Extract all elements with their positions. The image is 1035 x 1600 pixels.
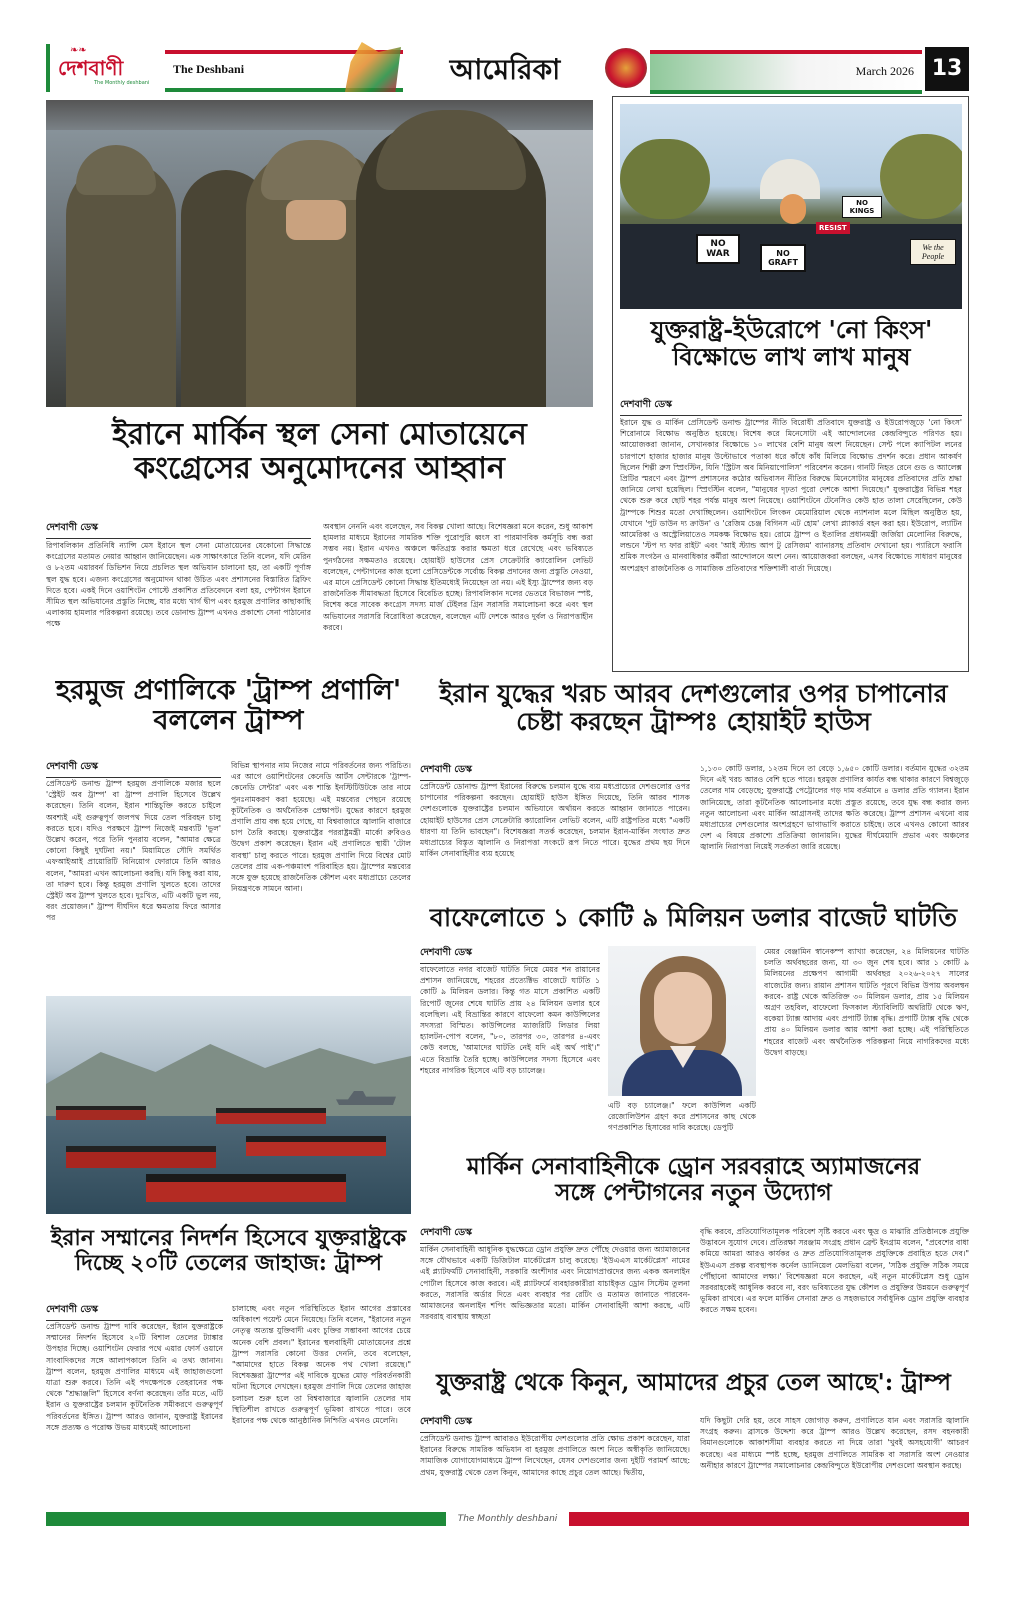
- nokings-body: ইরানে যুদ্ধ ও মার্কিন প্রেসিডেন্ট ডনাল্ড ট্রাম্পের নীতি বিরোধী প্রতিবাদে যুক্তরাষ্ট্র ও ইউরোপজুড়ে 'নো কিংস' শিরোনামে বিক্ষোভ অনুষ্ঠিত হয়েছে। বিশেষ করে মিনেসোটা এই আন্দোলনের কেন্দ্রবিন্দুতে পরিণত হয়। আয়োজকরা জানান, সেখানকার বিক্ষোভে ১০ লাখের বেশি মানুষ অংশ নিয়েছেন। সেন্ট পলে ক্যাপিটল লনের চারপাশে হাজার হাজার মানুষ উল্টোভাবে পতাকা ধরে কাঁধে কাঁধ মিলিয়ে বিক্ষোভ প্রদর্শন করে। প্রধান আকর্ষণ ছিলেন শিল্পী ব্রুস স্প্রিংস্টিন, যিনি 'স্ট্রিটস অব মিনিয়াপোলিস' পরিবেশন করেন। গানটি নিহত রেনে গুড ও অ্যালেক্স প্রিটির স্মরণে এবং ট্রাম্প প্রশাসনের কঠোর অভিবাসন নীতির বিরুদ্ধে মিনেসোটার মানুষের প্রতিবাদের প্রতি শ্রদ্ধা জানিয়ে লেখা হয়েছিল। স্প্রিংস্টিন বলেন, "মানুষের দৃঢ়তা পুরো দেশকে আশা দিয়েছে।" যুক্তরাষ্ট্রের বিভিন্ন শহর থেকে শুরু করে ছোট শহর পর্যন্ত মানুষ অংশ নিয়েছে। ওয়াশিংটনে টেনেসিও কেউ হাত তালা সেরেছিলেন, কেউ ট্রাম্পকে শিশুর মতো দেখাচ্ছিলেন। ওয়াশিংটনে লিংকন মেমোরিয়াল থেকে ন্যাশনাল মলে মিছিল অনুষ্ঠিত হয়, যেখানে 'পুট ডাউন দ্য ক্রাউন' ও 'রেজিম চেঞ্জ বিগিনস এট হোম' লেখা প্ল্যাকার্ড বহন করা হয়। ইউরোপ, ল্যাটিন আমেরিকা ও অস্ট্রেলিয়াতেও সমকক্ষ বিক্ষোভ হয়। রোমে ট্রাম্প ও ইতালির প্রধানমন্ত্রী জর্জিয়া মেলোনির বিরুদ্ধে, লন্ডনে 'স্টপ দ্য ফার রাইট' এবং 'আই স্ট্যান্ড আপ টু রেসিজম' ব্যানারসহ প্রতিবাদ দেখানো হয়। প্যারিসে ফরাসি শ্রমিক সংগঠন ও মানবাধিকার কর্মীরা আন্দোলনে অংশ নেন। আয়োজকরা বলছেন, এসব বিক্ষোভে সাধারণ মানুষের অংশগ্রহণ রাজনৈতিক ও সামাজিক প্রতিবাদের শক্তিশালী বার্তা দিয়েছে।: [620, 418, 962, 573]
- protest-sign: NO KINGS: [842, 196, 882, 218]
- effigy-figure: [780, 194, 806, 224]
- gulfcost-body-col-2: ১,১৩০ কোটি ডলার, ১২তম দিনে তা বেড়ে ১,৬৫০ কোটি ডলার। বর্তমান যুদ্ধের ৩২তম দিনে এই খরচ আরও বেশি হতে পারে। হরমুজ প্রণালির কার্যত বন্ধ থাকার কারণে বিশ্বজুড়ে তেলের দাম বেড়েছে; যুক্তরাষ্ট্রে পেট্রোলের গড় দাম বর্তমানে ৪ ডলার প্রতি গ্যালন। ইরান জানিয়েছে, তারা কূটনৈতিক আলোচনার মধ্যে প্রস্তুত রয়েছে, তবে যুদ্ধ বন্ধ করার জন্য নতুন আলোচনা এবং মার্কিন আগ্রাসনই তাদের ক্ষতি করেছে। ট্রাম্প প্রশাসন এখনো ব্যয় মধ্যপ্রাচ্যের দেশগুলোর অংশগ্রহণে ভাগাভাগি করাতে চাইছে। তবে এখনও কোনো আরব দেশ এ বিষয়ে প্রকাশ্যে প্রতিক্রিয়া জানায়নি। যুদ্ধের দীর্ঘমেয়াদি প্রভাব এবং অঞ্চলের জ্বালানি নিরাপত্তা নিয়েই সতর্কতা জারি রয়েছে।: [700, 764, 969, 852]
- section-title: আমেরিকা: [449, 53, 561, 86]
- hormuz-headline-line-1: হরমুজ প্রণালিকে 'ট্রাম্প প্রণালি': [55, 675, 402, 706]
- logo-birds-icon: ❧❧: [70, 45, 87, 56]
- tankers-photo: [46, 996, 411, 1214]
- logo-text: দেশবাণী: [58, 56, 124, 80]
- protest-sign: NO WAR: [696, 234, 740, 264]
- header-band-right: [650, 50, 922, 94]
- logo-subtext: The Monthly deshbani: [94, 80, 150, 86]
- protest-photo: [620, 104, 962, 309]
- lead-body-col-1: রিপাবলিকান প্রতিনিধি ন্যান্সি মেস ইরানে স্থল সেনা মোতায়েনের যেকোনো সিদ্ধান্তে কংগ্রেসের মতামত নেয়ার আহ্বান জানিয়েছেন। এক সাক্ষাৎকারে তিনি বলেন, যদি মেরিন ও ৮২তম এয়ারবর্ন ডিভিশন নিয়ে প্রচলিত স্থল অভিযান চালানো হয়, তা একটি পূর্ণাঙ্গ স্থল যুদ্ধ হবে। এজন্য কংগ্রেসের অনুমোদন থাকা উচিত এবং প্রশাসনের বিস্তারিত ব্রিফিং দিতে হবে। একই দিনে ওয়াশিংটন পোস্টে প্রকাশিত প্রতিবেদনে বলা হয়, পেন্টাগন ইরানে সীমিত স্থল অভিযানের প্রস্তুতি নিচ্ছে, যার মধ্যে খার্গ দ্বীপ এবং হরমুজ প্রণালির কাছাকাছি এলাকায় হামলার পরিকল্পনা রয়েছে। তবে ডোনাল্ড ট্রাম্প এখনও প্রকাশ্যে সেনা পাঠানোর পক্ষে: [46, 541, 311, 629]
- council-member-photo: [608, 946, 756, 1096]
- hormuz-headline-line-2: বললেন ট্রাম্প: [153, 705, 304, 737]
- footer-masthead: The Monthly deshbani: [446, 1512, 569, 1526]
- buyoil-body-col-1: প্রেসিডেন্ট ডনাল্ড ট্রাম্প আবারও ইউরোপীয় দেশগুলোর প্রতি ক্ষোভ প্রকাশ করেছেন, যারা ইরানের বিরুদ্ধে সামরিক অভিযান বা হরমুজ প্রণালিতে অংশ নিতে অস্বীকৃতি জানিয়েছে। সামাজিক যোগাযোগমাধ্যমে ট্রাম্প লিখেছেন, যেসব দেশগুলোর জন্য দুইটি পরামর্শ আছে: প্রথম, যুক্তরাষ্ট্র থেকে তেল কিনুন, আমাদের কাছে প্রচুর তেল আছে। দ্বিতীয়,: [420, 1434, 690, 1477]
- hormuz-byline: দেশবাণী ডেস্ক: [46, 760, 221, 778]
- capitol-dome-icon: [760, 159, 820, 199]
- gulfcost-headline-line-1: ইরান যুদ্ধের খরচ আরব দেশগুলোর ওপর চাপানোর: [439, 679, 948, 708]
- marines-photo: [46, 100, 593, 407]
- hormuz-body-col-2: বিভিন্ন স্থাপনার নাম নিজের নামে পরিবর্তনের জন্য পরিচিত। এর আগে ওয়াশিংটনের কেনেডি আর্টস সেন্টারকে 'ট্রাম্প-কেনেডি সেন্টার' এবং এক শান্তি ইনস্টিটিউটকে তার নামে পুনঃনামকরণ করা হয়েছে। এই মন্তব্যের পেছনে রয়েছে কূটনৈতিক ও অর্থনৈতিক প্রেক্ষাপট। যুদ্ধের কারণে হরমুজ প্রণালি প্রায় বন্ধ হয়ে গেছে, যা বিশ্ববাজারে জ্বালানি বাজারে চাপ তৈরি করছে। যুক্তরাষ্ট্রের পররাষ্ট্রমন্ত্রী মার্কো রুবিওও উদ্বেগ প্রকাশ করেছেন। ইরান এই প্রণালিতে স্থায়ী 'টোল ব্যবস্থা' চালু করতে পারে। হরমুজ প্রণালি দিয়ে বিশ্বের মোট তেলের প্রায় এক-পঞ্চমাংশ পরিবাহিত হয়। ট্রাম্পের মন্তব্যের সঙ্গে যুক্ত হয়েছে রাজনৈতিক কৌশল এবং মধ্যপ্রাচ্যে তেলের নিয়ন্ত্রণকে সামনে আনা।: [231, 761, 411, 894]
- protest-sign: We the People: [910, 239, 956, 265]
- tanker-3: [66, 1146, 216, 1168]
- page-number: 13: [925, 47, 969, 91]
- festival-badge-icon: [605, 48, 647, 88]
- masthead: [0, 0, 1035, 100]
- footer-band: [46, 1512, 969, 1526]
- gulfcost-body-col-1: প্রেসিডেন্ট ডোনাল্ড ট্রাম্প ইরানের বিরুদ্ধে চলমান যুদ্ধে ব্যয় মধ্যপ্রাচ্যের দেশগুলোর ওপর চাপানোর পরিকল্পনা করছেন। হোয়াইট হাউস ইঙ্গিত দিয়েছে, তিনি আরব শাসক দেশগুলোকে যুক্তরাষ্ট্রের চলমান অভিযানে অর্থায়ন করতে আহ্বান জানাতে পারেন। হোয়াইট হাউসের প্রেস সেক্রেটারি ক্যারোলিন লেভিট বলেন, এটি রাষ্ট্রপতির মধ্যে "একটি ধারণা যা তিনি ভাবছেন"। বিশেষজ্ঞরা সতর্ক করেছেন, চলমান ইরান-মার্কিন সংঘাত দ্রুত মধ্যপ্রাচ্যের বিস্তৃত জ্বালানি ও নিরাপত্তা সংকটে রূপ নিতে পারে। যুদ্ধের প্রথম ছয় দিনে মার্কিন সেনাবাহিনীর ব্যয় হয়েছে: [420, 782, 690, 859]
- buyoil-headline: যুক্তরাষ্ট্র থেকে কিনুন, আমাদের প্রচুর তেল আছে': ট্রাম্প: [436, 1369, 951, 1396]
- hormuz-body-col-1: প্রেসিডেন্ট ডনাল্ড ট্রাম্প হরমুজ প্রণালিকে মজার ছলে 'স্ট্রেইট অব ট্রাম্প' বা ট্রাম্প প্রণালি হিসেবে উল্লেখ করেছেন। তিনি বলেন, ইরান শান্তিচুক্তি করতে চাইলে অবশ্যই এই গুরুত্বপূর্ণ জলপথ দিয়ে তেল পরিবহন চালু করতে হবে। যদিও পরক্ষণে ট্রাম্প নিজেই মন্তব্যটি 'ভুল' উল্লেখ করেন, পরে তিনি পুনরায় বলেন, "আমার ক্ষেত্রে কোনো কিছুই দুর্ঘটনা নয়।" মিয়ামিতে সৌদি সমর্থিত এফআইআই প্রায়োরিটি বিনিয়োগ ফোরামে তিনি আরও বলেন, "আমরা এখন আলোচনা করছি। যদি কিছু করা যায়, তা দারুণ হবে। কিন্তু হরমুজ প্রণালি খুলতে হবে। তাদের স্ট্রেইট অব ট্রাম্প খুলতে হবে। দুঃখিত, এটি একটি ভুল নয়, বরং প্রয়োজন।" ট্রাম্প দীর্ঘদিন ধরে ক্ষমতায় ফিরে আসার পর: [46, 779, 221, 923]
- amazon-body-col-1: মার্কিন সেনাবাহিনী আধুনিক যুদ্ধক্ষেত্রে ড্রোন প্রযুক্তি দ্রুত পৌঁছে দেওয়ার জন্য অ্যামাজনের সঙ্গে যৌথভাবে একটি ডিজিটাল মার্কেটপ্লেস চালু করেছে। 'ইউএএস মার্কেটপ্লেস' নামের এই প্ল্যাটফর্মটি সেনাবাহিনী, সরকারি অংশীদার এবং নিয়োগপ্রাপ্তদের জন্য একক অনলাইন পোর্টাল হিসেবে কাজ করবে। এই প্ল্যাটফর্মে ব্যবহারকারীরা যাচাইকৃত ড্রোন সিস্টেম তুলনা করতে, সরাসরি অর্ডার দিতে এবং ব্যবহার পর রেটিং ও মতামত জানাতে পারবেন-আমাজনের অনলাইন শপিং অভিজ্ঞতার মতো। মার্কিন সেনাবাহিনী আশা করছে, এটি সরবরাহ ব্যবস্থায় স্বচ্ছতা: [420, 1245, 690, 1322]
- amazon-byline: দেশবাণী ডেস্ক: [420, 1226, 690, 1244]
- nokings-headline: [617, 317, 966, 371]
- tanker-2: [246, 1136, 386, 1156]
- buffalo-body-col-1: বাফেলোতে নগর বাজেট ঘাটতি নিয়ে মেয়র শন রায়ানের প্রশাসন জানিয়েছে, শহরের প্রত্যেক্টিভ বাজেটে ঘাটতি ১ কোটি ৯ মিলিয়ন ডলার। কিন্তু গত মাসে প্রকাশিত একটি রিপোর্ট জুনের শেষে ঘাটতি প্রায় ২৪ মিলিয়ন ডলার হবে বলেছিল। এই বিভ্রান্তির কারণে বাফেলো কমন কাউন্সিলের সদস্যরা বিস্মিত। কাউন্সিলের ম্যাজরিটি লিডার লিয়া হ্যালটন-পোপ বলেন, "৮০, তারপর ৩০, তারপর ৪-এবং কেউ বলছে, 'আমাদের ঘাটতি নেই যদি এই অর্থ পাই'।" এতে বিভ্রান্তি তৈরি হচ্ছে। কাউন্সিলের সদস্য হিসেবে এবং শহরের নাগরিক হিসেবে এটি বড় চ্যালেঞ্জ।: [420, 965, 600, 1075]
- amazon-headline: [418, 1154, 969, 1206]
- header-band-left: [165, 50, 403, 94]
- tanker-5: [56, 1106, 146, 1120]
- buffalo-caption: এটি বড় চ্যালেঞ্জ।" ফলে কাউন্সিল একটি রেজোলিউশন গ্রহণ করে প্রশাসনের কাছ থেকে গণপ্রকাশিত হিসাবের দাবি করেছে। ডেপুটি: [608, 1101, 756, 1133]
- buffalo-byline: দেশবাণী ডেস্ক: [420, 946, 600, 964]
- buyoil-byline: দেশবাণী ডেস্ক: [420, 1415, 690, 1433]
- hormuz-headline: [46, 676, 411, 736]
- protest-sign: RESIST: [816, 222, 850, 234]
- nokings-headline-line-1: যুক্তরাষ্ট্র-ইউরোপে 'নো কিংস': [650, 315, 933, 344]
- amazon-body-col-2: বৃদ্ধি করবে, প্রতিযোগিতামূলক পরিবেশ সৃষ্টি করবে এবং ক্ষুদ্র ও মাঝারি প্রতিষ্ঠানকে প্রযুক্তি উদ্ভাবনে সুযোগ দেবে। প্রতিরক্ষা সরঞ্জাম সংগ্রহ প্রধান ব্রেন্ট ইনগ্রাম বলেন, "প্রবেশের বাধা কমিয়ে আমরা আরও কার্যকর ও দ্রুত প্রতিযোগিতামূলক প্রযুক্তিকে প্রবাহিত হতে দেব।" ইউএএস প্রকল্প ব্যবস্থাপক কর্নেল ড্যানিয়েল মেলভিয়া বলেন, 'সঠিক প্রযুক্তি সঠিক সময়ে পৌঁছানো আমাদের লক্ষ্য।' বিশেষজ্ঞরা মনে করছেন, এই নতুন মার্কেটপ্লেস শুধু ড্রোন সরবরাহকেই আধুনিক করবে না, বরং ভবিষ্যতের যুদ্ধ কৌশল ও প্রযুক্তির উন্নয়নে গুরুত্বপূর্ণ ভূমিকা রাখবে। এর ফলে মার্কিন সেনারা দ্রুত ও সহজভাবে সর্বাধুনিক ড্রোন প্রযুক্তি ব্যবহার করতে সক্ষম হবেন।: [700, 1227, 969, 1315]
- issue-date: March 2026: [855, 64, 914, 78]
- gulfcost-headline-line-2: চেষ্টা করছেন ট্রাম্পঃ হোয়াইট হাউস: [516, 707, 871, 736]
- lead-headline-line-1: ইরানে মার্কিন স্থল সেনা মোতায়েনে: [112, 417, 527, 452]
- logo-block: [46, 44, 160, 92]
- gulfcost-byline: দেশবাণী ডেস্ক: [420, 763, 690, 781]
- lead-headline-line-2: কংগ্রেসের অনুমোদনের আহ্বান: [134, 450, 505, 486]
- amazon-headline-line-2: সঙ্গে পেন্টাগনের নতুন উদ্যোগ: [555, 1178, 832, 1206]
- buffalo-headline: বাফেলোতে ১ কোটি ৯ মিলিয়ন ডলার বাজেট ঘাটতি: [429, 903, 958, 932]
- gulfcost-headline: [418, 680, 969, 736]
- lead-headline: [46, 418, 593, 485]
- buyoil-body-col-2: যদি কিছুটা দেরি হয়, তবে সাহস জোগাড় করুন, প্রণালিতে যান এবং সরাসরি জ্বালানি সংগ্রহ করুন। ব্রাসকে উদ্দেশ্য করে ট্রাম্প আরও উল্লেখ করেছেন, রসদ বহনকারী বিমানগুলোকে আকাশসীমা ব্যবহার করতে না দিয়ে তারা 'খুবই অসহযোগী' আচরণ করেছে। এর মাধ্যমে স্পষ্ট হচ্ছে, হরমুজ প্রণালিতে সামরিক বা সরাসরি অংশ নেওয়ার অনীহার কারণে ট্রাম্পের সমালোচনার কেন্দ্রবিন্দুতে ইউরোপীয় দেশগুলো অবস্থান করছে।: [700, 1416, 969, 1470]
- oiltankers-body-col-2: চালাচ্ছে এবং নতুন পরিস্থিতিতে ইরান আগের প্রস্তাবের অধিকাংশ পয়েন্ট মেনে নিয়েছে। তিনি বলেন, "ইরানের নতুন নেতৃত্ব অত্যন্ত যুক্তিবাদী এবং চুক্তির সম্ভাবনা আগের চেয়ে অনেক বেশি প্রবল।" ইরানের স্থলবাহিনী মোতায়েনের প্রশ্নে ট্রাম্প সরাসরি কোনো উত্তর দেননি, তবে বলেছেন, "আমাদের হাতে বিকল্প অনেক পথ খোলা রয়েছে।" বিশেষজ্ঞরা ট্রাম্পের এই দাবিকে যুদ্ধের মোড় পরিবর্তনকারী ঘটনা হিসেবে দেখছেন। হরমুজ প্রণালি দিয়ে তেলের জাহাজ চলাচল শুরু হলে তা বিশ্ববাজারে জ্বালানি তেলের দাম স্থিতিশীল রাখতে গুরুত্বপূর্ণ ভূমিকা রাখতে পারে। তবে ইরানের পক্ষ থেকে আনুষ্ঠানিক নিশ্চিতি এখনও মেলেনি।: [232, 1304, 411, 1426]
- oiltankers-body-col-1: প্রেসিডেন্ট ডনাল্ড ট্রাম্প দাবি করেছেন, ইরান যুক্তরাষ্ট্রকে সম্মানের নিদর্শন হিসেবে ২০টি বিশাল তেলের ট্যাঙ্কার উপহার দিচ্ছে। ওয়াশিংটন ফেরার পথে এয়ার ফোর্স ওয়ানে সাংবাদিকদের সঙ্গে আলাপকালে তিনি এ তথ্য জানান। ট্রাম্প বলেন, হরমুজ প্রণালির মাধ্যমে এই জাহাজগুলো যাত্রা শুরু করবে। তিনি এই পদক্ষেপকে তেহরানের পক্ষ থেকে "শ্রদ্ধাঞ্জলি" হিসেবে বর্ণনা করেছেন। তাঁর মতে, এটি ইরান ও যুক্তরাষ্ট্রের চলমান কূটনৈতিক সমীকরণে গুরুত্বপূর্ণ পরিবর্তনের ইঙ্গিত। ট্রাম্প আরও জানান, যুক্তরাষ্ট্র ইরানের সঙ্গে প্রত্যক্ষ ও পরোক্ষ উভয় মাধ্যমেই আলোচনা: [46, 1322, 223, 1432]
- lead-byline: দেশবাণী ডেস্ক: [46, 521, 311, 539]
- nokings-byline: দেশবাণী ডেস্ক: [620, 398, 962, 416]
- oiltankers-headline-line-2: দিচ্ছে ২০টি তেলের জাহাজ: ট্রাম্প: [74, 1249, 383, 1276]
- nokings-headline-line-2: বিক্ষোভে লাখ লাখ মানুষ: [672, 341, 911, 371]
- protest-sign: NO GRAFT: [760, 244, 806, 272]
- oiltankers-byline: দেশবাণী ডেস্ক: [46, 1303, 223, 1321]
- amazon-headline-line-1: মার্কিন সেনাবাহিনীকে ড্রোন সরবরাহে অ্যামাজনের: [466, 1153, 921, 1180]
- tanker-4: [146, 1174, 346, 1202]
- tanker-1: [216, 1108, 326, 1124]
- buffalo-body-col-2: মেয়র বেঞ্জামিন স্বানেকম্প ব্যাখ্যা করেছেন, ২৪ মিলিয়নের ঘাটতি চলতি অর্থবছরের জন্য, যা ৩০ জুন শেষ হবে। আর ১ কোটি ৯ মিলিয়নের প্রক্ষেপণ আগামী অর্থবছর ২০২৬-২০২৭ সালের বাজেটের জন্য। রায়ান প্রশাসন ঘাটতি পূরণে বিভিন্ন উপায় অবলম্বন করবে- রাষ্ট্র থেকে অতিরিক্ত ৩০ মিলিয়ন ডলার, প্রায় ১৫ মিলিয়ন অগ্রণ তহবিল, বাফেলো ফিসকাল স্ট্যাবিলিটি অথরিটি থেকে ঋণ, বকেয়া ট্যাক্স আদায় এবং প্রপার্টি ট্যাক্স বৃদ্ধি। প্রপার্টি ট্যাক্স বৃদ্ধি থেকে প্রায় ৪০ মিলিয়ন ডলার আয় আশা করা হচ্ছে। এই পরিস্থিতিতে শহরের বাজেট এবং অর্থনৈতিক পরিকল্পনা নিয়ে নাগরিকদের মধ্যে উদ্বেগ বাড়ছে।: [764, 947, 969, 1057]
- nokings-box: [612, 96, 969, 672]
- paper-name: The Deshbani: [173, 62, 245, 76]
- face: [654, 972, 712, 1044]
- oiltankers-headline-line-1: ইরান সম্মানের নিদর্শন হিসেবে যুক্তরাষ্ট্রকে: [50, 1225, 407, 1251]
- oiltankers-headline: [46, 1226, 411, 1275]
- lead-body-col-2: অবস্থান নেননি এবং বলেছেন, সব বিকল্প খোলা আছে। বিশেষজ্ঞরা মনে করেন, শুধু আকাশ হামলার মাধ্যমে ইরানের সামরিক শক্তি পুরোপুরি ধ্বংস বা পারমাণবিক কর্মসূচি বন্ধ করা সম্ভব নয়। ইরান এখনও অঞ্চলে ক্ষতিগ্রস্ত করার ক্ষমতা ধরে রেখেছে এবং ভবিষ্যতে পুনর্গঠনের সক্ষমতাও রয়েছে। হোয়াইট হাউসের প্রেস সেক্রেটারি ক্যারোলিন লেভিট বলেছেন, পেন্টাগনের কাজ হলো প্রেসিডেন্টকে সর্বোচ্চ বিকল্প প্রদানের জন্য প্রস্তুতি নেওয়া, এর মানে প্রেসিডেন্ট কোনো সিদ্ধান্ত ইতিমধ্যেই নিয়েছেন তা নয়। এই ইস্যু ট্রাম্পের জন্য বড় রাজনৈতিক সীমাবদ্ধতা হিসেবে বিবেচিত হচ্ছে। রিপাবলিকান দলের ভেতরে বিভাজন স্পষ্ট, বিশেষ করে সাবেক কংগ্রেস সদস্য মার্জ টেইলর গ্রিন সরাসরি সমালোচনা করে এবং স্থল অভিযানের সরাসরি বিরোধিতা করেছেন, বলেছেন এটি দেশকে আরও দুর্বল ও নিরাপত্তাহীন করবে।: [323, 522, 593, 632]
